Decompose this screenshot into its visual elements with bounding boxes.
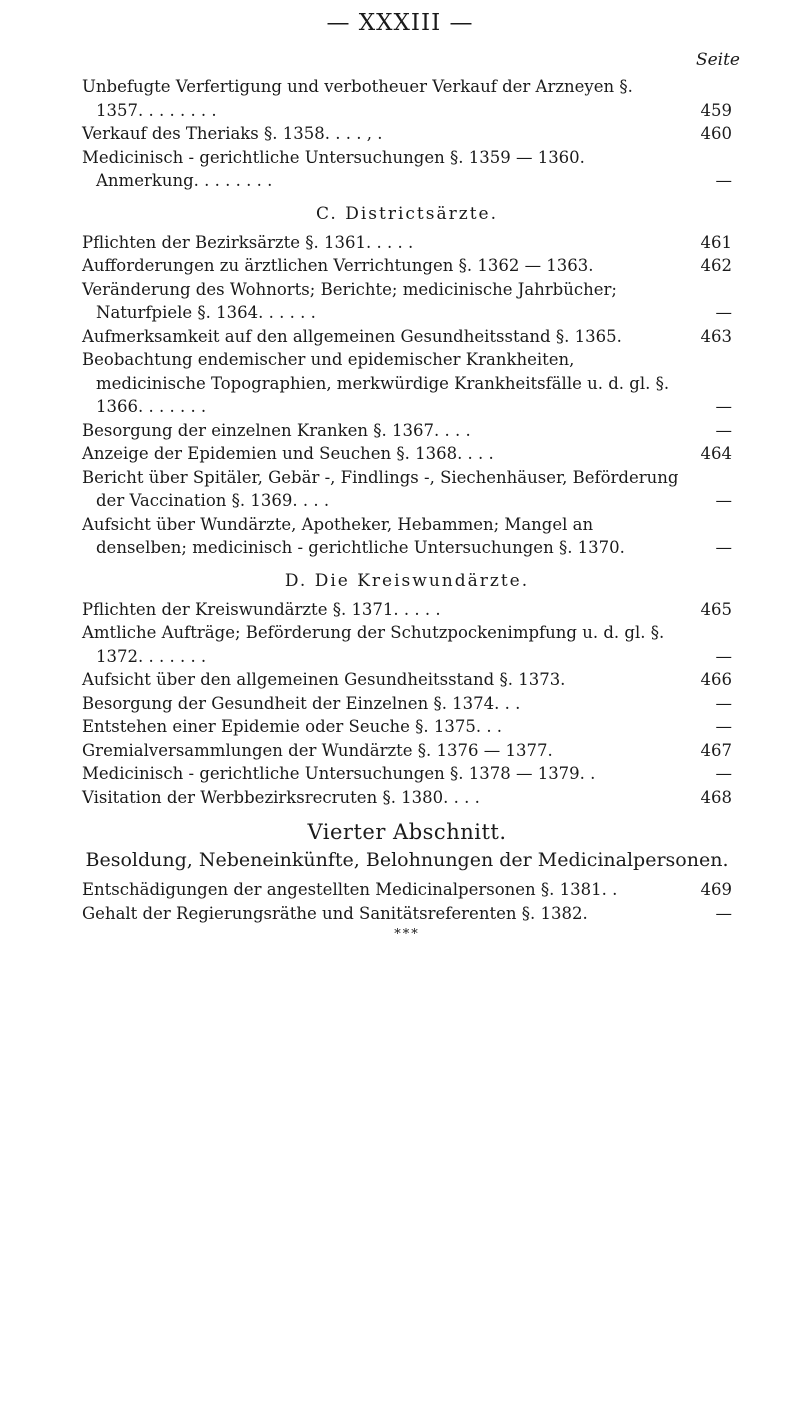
toc-entry-page: — — [715, 903, 732, 923]
page-header: — XXXIII — — [326, 10, 474, 36]
toc-entry-page: — — [715, 646, 732, 666]
toc-entry-text: Bericht über Spitäler, Gebär -, Findlings -, Siechenhäuser, Beförderung der Vaccination §. 1369. . . . — [82, 467, 679, 510]
toc-entry-text: Amtliche Aufträge; Beförderung der Schutzpockenimpfung u. d. gl. §. 1372. . . . . . . — [82, 623, 665, 666]
signature-mark: *** — [394, 927, 420, 942]
toc-entry-text: Gremialversammlungen der Wundärzte §. 1376 — 1377. — [82, 740, 553, 760]
page-column-label: Seite — [695, 50, 740, 70]
entries-group-b — [82, 75, 732, 193]
toc-entry-page: 464 — [700, 444, 732, 463]
toc-entry-page: — — [715, 397, 732, 416]
toc-entry-page: 463 — [700, 326, 732, 346]
part-heading: Vierter Abschnitt. — [307, 820, 507, 844]
toc-entry-page: 461 — [700, 232, 732, 252]
toc-entry-text: Anzeige der Epidemien und Seuchen §. 1368. . . . — [82, 444, 494, 463]
toc-entry — [82, 278, 732, 325]
toc-entry — [82, 715, 732, 739]
toc-entry-page: 460 — [700, 124, 732, 143]
toc-entry-page: — — [715, 303, 732, 322]
toc-entry — [82, 902, 732, 926]
toc-entry — [82, 348, 732, 419]
entries-group-e — [82, 878, 732, 925]
toc-entry — [82, 621, 732, 668]
toc-entry — [82, 762, 732, 786]
toc-entry — [82, 419, 732, 443]
section-heading-d: D. Die Kreiswundärzte. — [284, 570, 530, 591]
toc-entry-page: — — [715, 420, 732, 440]
toc-entry-text: Gehalt der Regierungsräthe und Sanitätsreferenten §. 1382. — [82, 903, 588, 923]
toc-entry — [82, 668, 732, 692]
toc-entry-page: 467 — [700, 740, 732, 760]
toc-entry — [82, 692, 732, 716]
toc-entry-text: Unbefugte Verfertigung und verbotheuer Verkauf der Arzneyen §. 1357. . . . . . . . — [82, 77, 633, 120]
toc-entry-page: 468 — [700, 787, 732, 807]
toc-entry-text: Entstehen einer Epidemie oder Seuche §. 1375. . . — [82, 717, 503, 736]
toc-entry — [82, 878, 732, 902]
toc-entry-text: Medicinisch - gerichtliche Untersuchungen §. 1359 — 1360. Anmerkung. . . . . . . . — [82, 147, 585, 190]
toc-entry-text: Medicinisch - gerichtliche Untersuchungen §. 1378 — 1379. . — [82, 764, 596, 783]
toc-entry — [82, 254, 732, 278]
entries-group-d — [82, 598, 732, 810]
toc-entry — [82, 466, 732, 513]
toc-entry-page: 466 — [700, 670, 732, 689]
part-subtitle: Besoldung, Nebeneinkünfte, Belohnungen der Medicinalpersonen. — [85, 849, 729, 871]
toc-entry-text: Aufsicht über Wundärzte, Apotheker, Hebammen; Mangel an denselben; medicinisch - gerichtliche Untersuchungen §. 1370. — [82, 514, 625, 557]
toc-entry-text: Aufforderungen zu ärztlichen Verrichtungen §. 1362 — 1363. — [82, 256, 594, 275]
toc-entry-text: Entschädigungen der angestellten Medicinalpersonen §. 1381. . — [82, 880, 618, 899]
section-heading-c: C. Districtsärzte. — [316, 203, 498, 224]
toc-entry-page: — — [715, 171, 732, 190]
toc-entry — [82, 146, 732, 193]
toc-entry-text: Aufsicht über den allgemeinen Gesundheitsstand §. 1373. — [82, 670, 566, 689]
toc-entry-page: 462 — [700, 256, 732, 275]
toc-entry — [82, 786, 732, 810]
toc-entry-text: Verkauf des Theriaks §. 1358. . . . , . — [82, 124, 383, 143]
toc-entry — [82, 442, 732, 466]
toc-entry — [82, 325, 732, 349]
table-of-contents — [82, 75, 732, 942]
toc-entry — [82, 75, 732, 122]
toc-entry-text: Beobachtung endemischer und epidemischer Krankheiten, medicinische Topographien, merkwürdige Krankheitsfälle u. d. gl. §. 1366. . . . . . . — [82, 350, 670, 416]
toc-entry-text: Pflichten der Kreiswundärzte §. 1371. . . . . — [82, 599, 441, 619]
toc-entry-text: Veränderung des Wohnorts; Berichte; medicinische Jahrbücher; Naturfpiele §. 1364. . . . . . — [82, 279, 617, 322]
toc-entry-page: — — [715, 538, 732, 557]
toc-entry-text: Besorgung der Gesundheit der Einzelnen §. 1374. . . — [82, 693, 521, 713]
toc-entry-text: Visitation der Werbbezirksrecruten §. 1380. . . . — [82, 787, 480, 807]
toc-entry-page: — — [715, 491, 732, 510]
toc-entry-text: Besorgung der einzelnen Kranken §. 1367. . . . — [82, 420, 471, 440]
toc-entry-page: — — [715, 764, 732, 783]
toc-entry-page: 459 — [700, 100, 732, 120]
toc-entry — [82, 231, 732, 255]
toc-entry-text: Pflichten der Bezirksärzte §. 1361. . . . . — [82, 232, 414, 252]
entries-group-c — [82, 231, 732, 560]
toc-entry-page: 469 — [700, 880, 732, 899]
toc-entry-text: Aufmerksamkeit auf den allgemeinen Gesundheitsstand §. 1365. — [82, 326, 622, 346]
toc-entry — [82, 122, 732, 146]
toc-entry — [82, 513, 732, 560]
toc-entry — [82, 598, 732, 622]
toc-entry-page: 465 — [700, 599, 732, 619]
toc-entry-page: — — [715, 693, 732, 713]
toc-entry — [82, 739, 732, 763]
toc-entry-page: — — [715, 717, 732, 736]
